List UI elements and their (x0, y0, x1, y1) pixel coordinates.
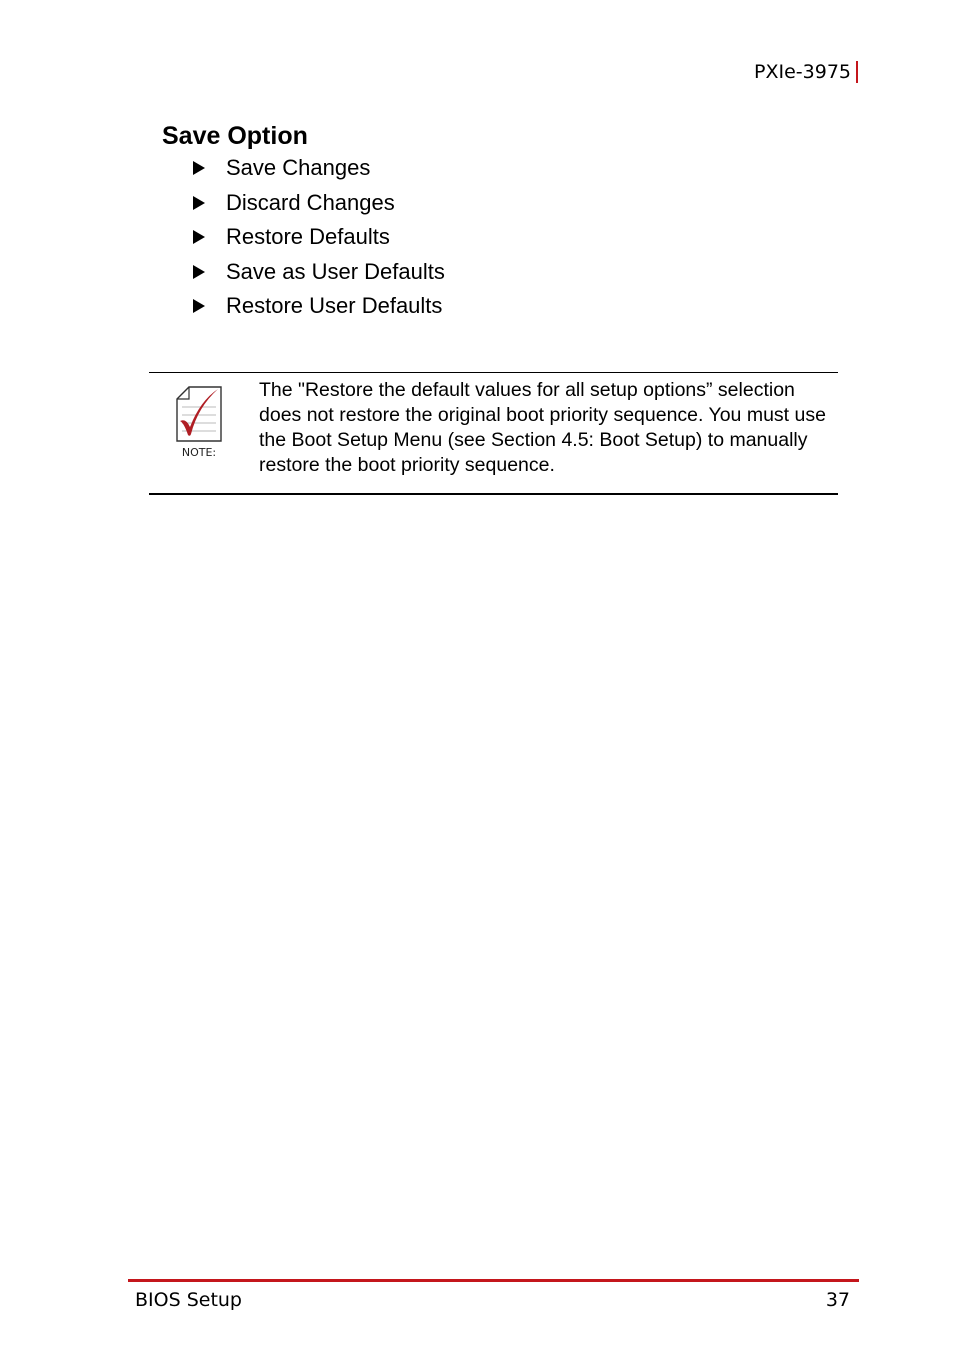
section-title: Save Option (162, 122, 308, 150)
triangle-bullet-icon (193, 230, 205, 244)
header-accent-bar (856, 61, 858, 83)
option-label: Restore User Defaults (226, 293, 443, 319)
triangle-bullet-icon (193, 196, 205, 210)
list-item (193, 220, 445, 255)
triangle-bullet-icon (193, 299, 205, 313)
triangle-bullet-icon (193, 161, 205, 175)
list-item (193, 255, 445, 290)
list-item (193, 289, 445, 324)
triangle-bullet-icon (193, 265, 205, 279)
option-label: Save Changes (226, 155, 371, 181)
note-box (149, 372, 838, 495)
checkmark-note-icon (174, 385, 224, 443)
note-text: The "Restore the default values for all setup options” selection does not restore the original boot priority sequence. You must use the Boot Setup Menu (see Section 4.5: Boot Setup) to manually restore the boot priority sequence. (259, 379, 826, 476)
page-header (754, 60, 858, 84)
list-item (193, 186, 445, 221)
footer-chapter: BIOS Setup (135, 1289, 242, 1311)
option-list (193, 151, 445, 324)
footer-divider (128, 1279, 859, 1282)
header-model-name: PXIe-3975 (754, 61, 851, 83)
option-label: Discard Changes (226, 189, 395, 215)
option-label: Restore Defaults (226, 224, 390, 250)
page-number: 37 (825, 1289, 850, 1311)
list-item (193, 151, 445, 186)
option-label: Save as User Defaults (226, 258, 445, 284)
note-label: NOTE: (181, 446, 217, 459)
